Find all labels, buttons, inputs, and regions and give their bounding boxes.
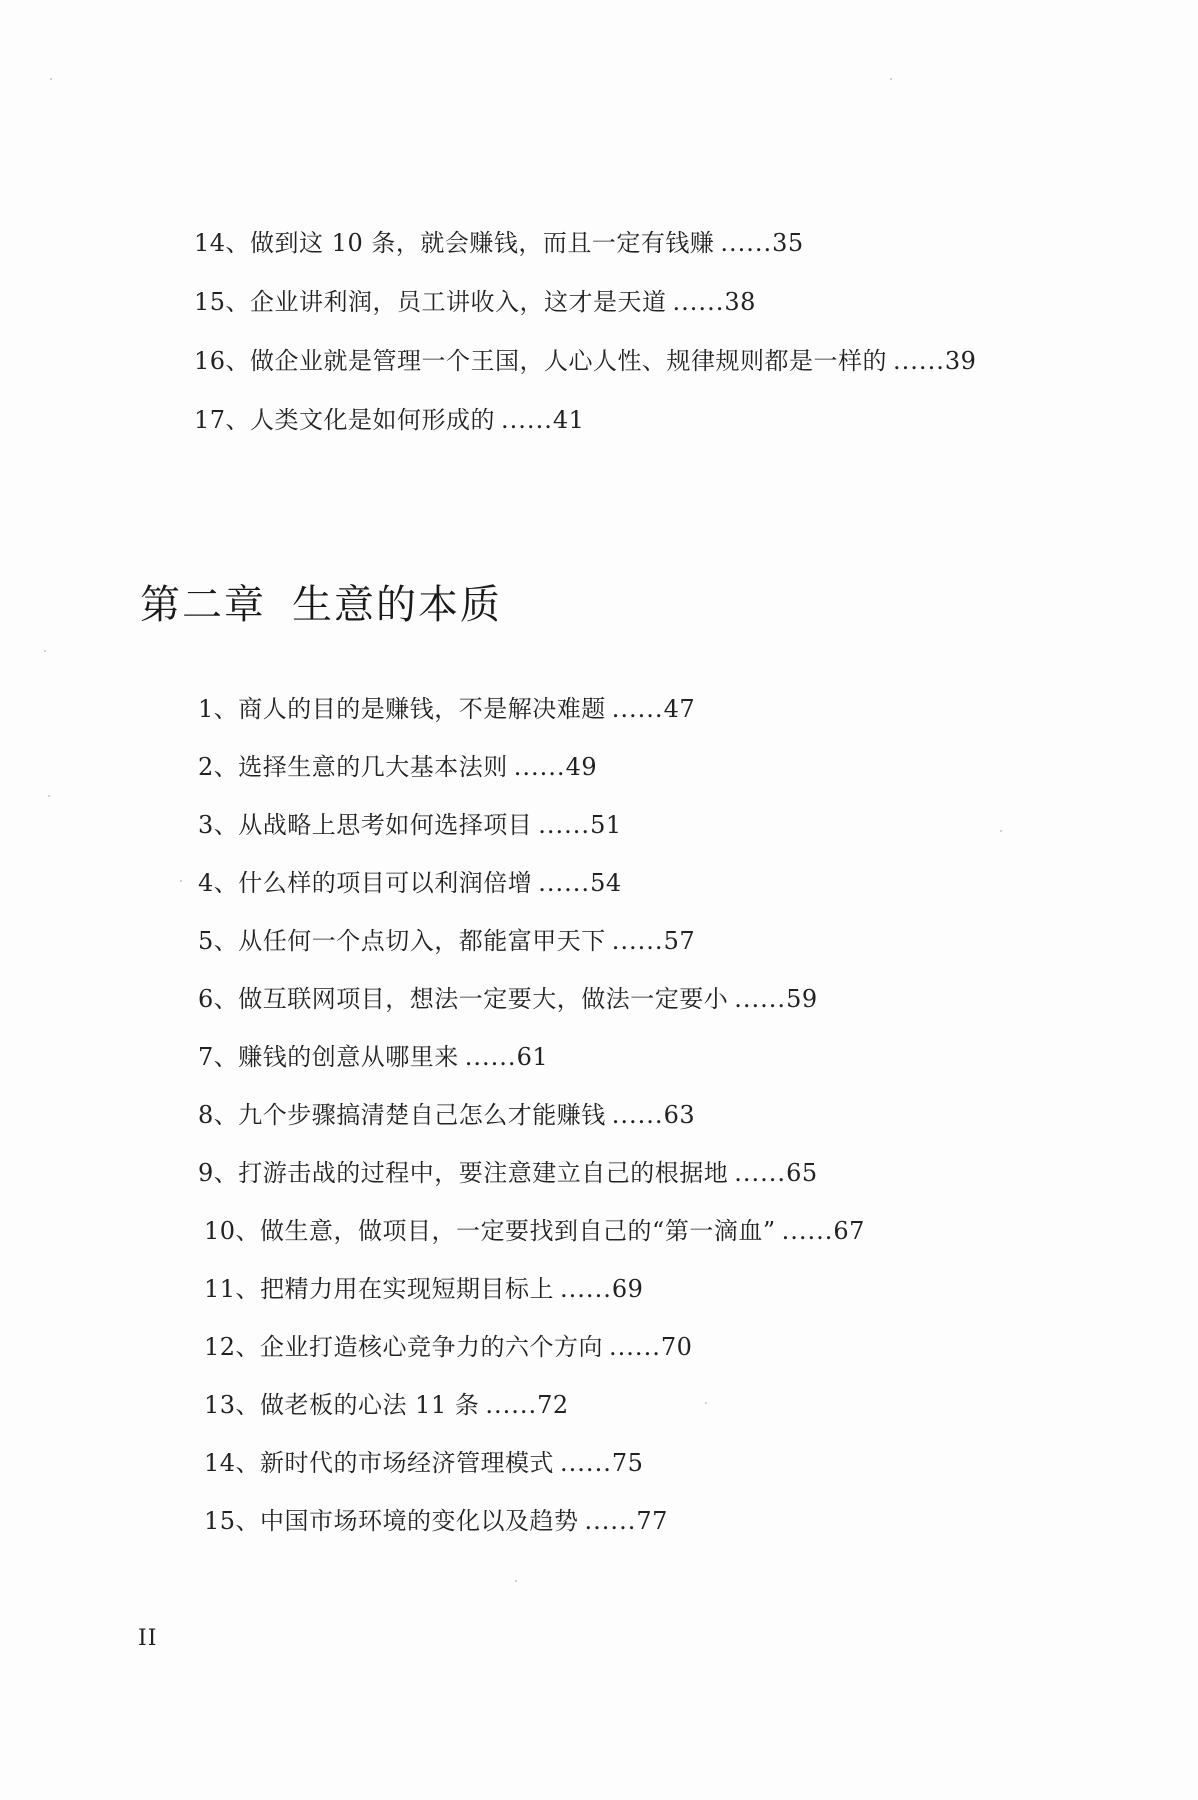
toc-entry-title: 人类文化是如何形成的 xyxy=(250,406,496,434)
toc-entry-leader: ...... xyxy=(538,869,591,897)
toc-entry-title: 做生意，做项目，一定要找到自己的“第一滴血” xyxy=(260,1217,776,1245)
toc-entry-number: 1、 xyxy=(198,695,239,723)
toc-entry-leader: ...... xyxy=(485,1391,538,1419)
toc-entry-title: 从任何一个点切入，都能富甲天下 xyxy=(238,927,606,955)
toc-entry-leader: ...... xyxy=(893,347,945,375)
toc-entry-title: 打游击战的过程中，要注意建立自己的根据地 xyxy=(238,1159,729,1187)
toc-entry-page: 57 xyxy=(663,927,696,955)
scan-speck xyxy=(44,650,46,652)
toc-entry-page: 41 xyxy=(552,406,585,434)
toc-entry-number: 12、 xyxy=(204,1333,261,1361)
toc-entry-leader: ...... xyxy=(672,288,725,316)
toc-entry-page: 61 xyxy=(516,1043,549,1071)
toc-entry-page: 65 xyxy=(786,1159,818,1187)
toc-entry xyxy=(198,868,622,898)
toc-entry-leader: ...... xyxy=(781,1217,834,1245)
toc-entry xyxy=(204,1448,643,1478)
toc-entry xyxy=(204,1390,569,1420)
toc-entry-title: 企业打造核心竞争力的六个方向 xyxy=(260,1333,604,1361)
toc-entry-number: 11、 xyxy=(204,1275,261,1303)
toc-entry xyxy=(204,1506,668,1536)
toc-entry-page: 47 xyxy=(663,695,696,723)
toc-entry-page: 51 xyxy=(590,811,622,839)
toc-entry-number: 2、 xyxy=(198,753,239,781)
toc-entry-title: 赚钱的创意从哪里来 xyxy=(238,1043,459,1071)
scan-speck xyxy=(515,1580,517,1582)
toc-entry-page: 77 xyxy=(636,1507,668,1535)
toc-entry-number: 5、 xyxy=(198,927,239,955)
toc-entry-number: 10、 xyxy=(204,1217,261,1245)
toc-entry-title: 做互联网项目，想法一定要大，做法一定要小 xyxy=(238,985,729,1013)
toc-entry-leader: ...... xyxy=(611,695,664,723)
toc-entry-page: 63 xyxy=(663,1101,696,1129)
toc-entry-page: 35 xyxy=(772,229,804,257)
toc-entry-leader: ...... xyxy=(464,1043,517,1071)
chapter-title: 生意的本质 xyxy=(292,582,502,628)
toc-entry xyxy=(198,752,597,782)
page-number: II xyxy=(138,1626,158,1651)
toc-entry xyxy=(198,694,695,724)
toc-entry xyxy=(194,405,584,435)
toc-entry-number: 8、 xyxy=(198,1101,239,1129)
toc-entry-number: 13、 xyxy=(204,1391,261,1419)
toc-entry xyxy=(198,926,695,956)
toc-entry-page: 67 xyxy=(833,1217,865,1245)
toc-entry-number: 14、 xyxy=(194,229,251,257)
scan-speck xyxy=(48,795,50,797)
toc-entry-title: 商人的目的是赚钱，不是解决难题 xyxy=(238,695,606,723)
toc-entry-title: 新时代的市场经济管理模式 xyxy=(260,1449,555,1477)
toc-entry-title: 做老板的心法 11 条 xyxy=(260,1391,480,1419)
chapter-heading xyxy=(140,580,502,630)
toc-entry-number: 4、 xyxy=(198,869,239,897)
toc-entry-page: 70 xyxy=(660,1333,693,1361)
toc-entry xyxy=(204,1216,865,1246)
scan-speck xyxy=(180,880,182,882)
toc-entry xyxy=(194,346,976,376)
toc-entry xyxy=(198,1100,695,1130)
scan-speck xyxy=(50,78,52,80)
toc-entry-leader: ...... xyxy=(734,985,787,1013)
toc-entry-title: 做到这 10 条，就会赚钱，而且一定有钱赚 xyxy=(250,229,715,257)
toc-entry-page: 49 xyxy=(565,753,598,781)
toc-entry-page: 72 xyxy=(537,1391,569,1419)
toc-entry xyxy=(194,228,804,258)
toc-entry-page: 54 xyxy=(590,869,622,897)
toc-entry-leader: ...... xyxy=(560,1275,612,1303)
toc-entry-title: 什么样的项目可以利润倍增 xyxy=(238,869,533,897)
toc-entry-leader: ...... xyxy=(538,811,591,839)
toc-entry-leader: ...... xyxy=(734,1159,787,1187)
toc-entry-number: 17、 xyxy=(194,406,251,434)
scan-speck xyxy=(1000,830,1002,832)
toc-entry-title: 中国市场环境的变化以及趋势 xyxy=(260,1507,579,1535)
chapter-label: 第二章 xyxy=(140,582,266,628)
toc-entry xyxy=(204,1332,692,1362)
toc-entry-number: 15、 xyxy=(204,1507,261,1535)
toc-entry-title: 九个步骤搞清楚自己怎么才能赚钱 xyxy=(238,1101,606,1129)
scan-speck xyxy=(890,78,892,80)
toc-entry-page: 39 xyxy=(944,347,977,375)
toc-entry-leader: ...... xyxy=(513,753,566,781)
toc-entry xyxy=(204,1274,643,1304)
toc-entry xyxy=(198,984,818,1014)
toc-entry-leader: ...... xyxy=(560,1449,612,1477)
toc-entry-leader: ...... xyxy=(501,406,553,434)
toc-entry-leader: ...... xyxy=(611,927,664,955)
toc-entry-leader: ...... xyxy=(584,1507,637,1535)
toc-entry-leader: ...... xyxy=(609,1333,661,1361)
toc-entry-leader: ...... xyxy=(611,1101,664,1129)
toc-entry-title: 做企业就是管理一个王国，人心人性、规律规则都是一样的 xyxy=(250,347,888,375)
toc-entry-page: 59 xyxy=(786,985,818,1013)
toc-entry-title: 从战略上思考如何选择项目 xyxy=(238,811,533,839)
toc-entry-number: 7、 xyxy=(198,1043,239,1071)
toc-entry-title: 把精力用在实现短期目标上 xyxy=(260,1275,555,1303)
toc-entry-title: 企业讲利润，员工讲收入，这才是天道 xyxy=(250,288,667,316)
toc-entry-number: 15、 xyxy=(194,288,251,316)
toc-entry xyxy=(198,810,622,840)
toc-entry-title: 选择生意的几大基本法则 xyxy=(238,753,508,781)
toc-entry-number: 14、 xyxy=(204,1449,261,1477)
toc-entry-number: 3、 xyxy=(198,811,239,839)
toc-entry-page: 75 xyxy=(611,1449,644,1477)
toc-entry xyxy=(194,287,756,317)
toc-entry-number: 6、 xyxy=(198,985,239,1013)
scan-speck xyxy=(705,1402,707,1404)
toc-entry-page: 38 xyxy=(724,288,756,316)
toc-entry-page: 69 xyxy=(611,1275,644,1303)
toc-entry-number: 9、 xyxy=(198,1159,239,1187)
toc-entry-leader: ...... xyxy=(720,229,773,257)
toc-entry xyxy=(198,1042,548,1072)
toc-entry xyxy=(198,1158,818,1188)
toc-entry-number: 16、 xyxy=(194,347,251,375)
